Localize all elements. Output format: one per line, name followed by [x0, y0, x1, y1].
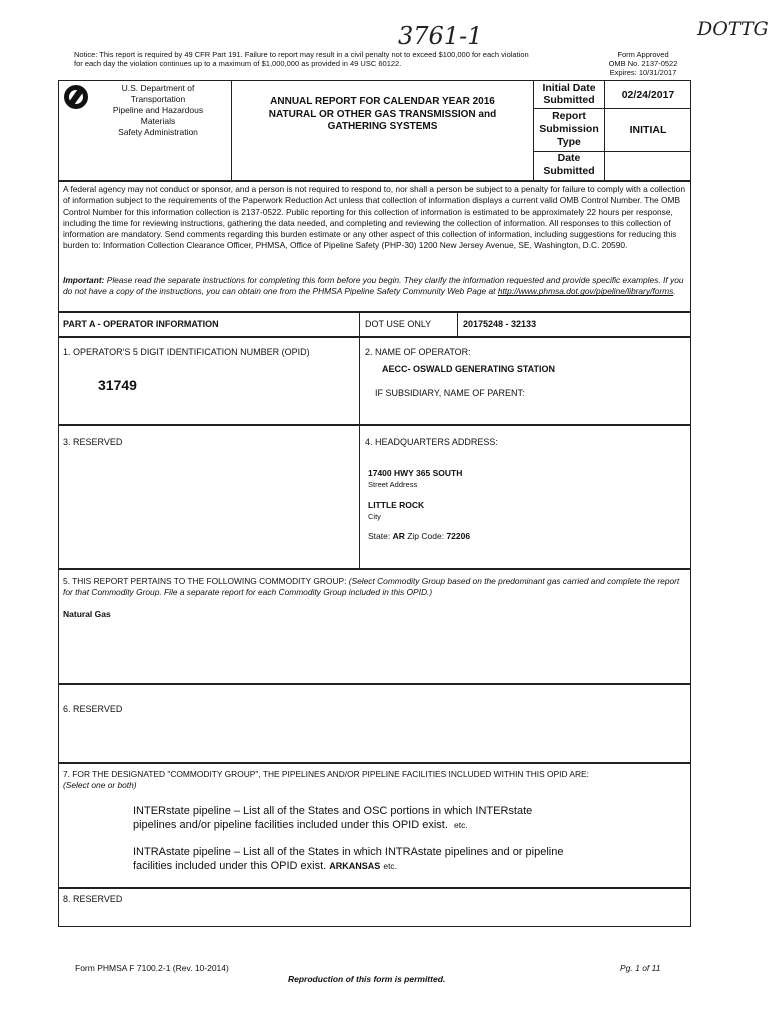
q5-question [63, 576, 685, 599]
dot-use-only-value: 20175248 - 32133 [463, 319, 537, 329]
handwritten-document-number: 3761-1 [398, 22, 483, 50]
important-label: Important: [63, 275, 105, 285]
q6-label: 6. RESERVED [63, 704, 123, 714]
q8-label: 8. RESERVED [63, 894, 123, 904]
agency-name [88, 83, 228, 138]
intrastate-option[interactable] [133, 845, 653, 873]
paperwork-notice: A federal agency may not conduct or sponsor, and a person is not required to respond to, nor shall a person be subject to a penalty for failure to comply with a collection of information subject to the requirements of the Paperwork Reduction Act unless that collection of information displays a current valid OMB Control Number. The OMB Control Number for this information collection is 2137-0522. Public reporting for this collection of information is estimated to be approximately 22 hours per response, including the time for reviewing instructions, gathering the data needed, and completing and reviewing the collection of information. All responses to this collection of information are mandatory. Send comments regarding this burden estimate or any other aspect of this collection of information, including suggestions for reducing this burden to: Information Collection Clearance Officer, PHMSA, Office of Pipeline Safety (PHP-30) 1200 New Jersey Avenue, SE, Washington, D.C. 20590. [63, 184, 685, 251]
important-text: Please read the separate instructions for completing this form before you begin. They clarify the information requested and provide specific examples. If you do not have a copy of the instructions, you can obtain one from the PHMSA Pipeline Safety Community Web Page at [63, 275, 684, 297]
page-number: Pg. 1 of 11 [620, 963, 661, 973]
q7-question [63, 769, 685, 792]
initial-date-value: 02/24/2017 [621, 89, 675, 101]
part-a-divider-2 [457, 312, 458, 337]
street-address-value: 17400 HWY 365 SOUTH [368, 468, 463, 478]
intrastate-states-value: ARKANSAS [329, 861, 381, 871]
state-value: AR [392, 531, 405, 541]
form-approval-omb: OMB No. 2137-0522 [608, 59, 678, 68]
report-title-line-2: NATURAL OR OTHER GAS TRANSMISSION and [268, 108, 497, 120]
opid-value: 31749 [98, 377, 137, 393]
city-caption: City [368, 512, 381, 521]
operator-name-value: AECC- OSWALD GENERATING STATION [382, 364, 555, 374]
important-note [63, 275, 685, 298]
intrastate-line-2: facilities included under this OPID exist. [133, 860, 327, 872]
q6-block [58, 684, 691, 763]
notice-line-2: for each day the violation continues up to a maximum of $1,000,000 as provided in 49 USC 60122. [74, 59, 402, 68]
agency-line-4: Materials [140, 116, 176, 126]
q7-instruction: (Select one or both) [63, 780, 137, 791]
agency-line-1: U.S. Department of [121, 83, 195, 93]
notice-text [74, 50, 594, 68]
q8-block [58, 888, 691, 927]
q2-label: 2. NAME OF OPERATOR: [365, 347, 471, 357]
commodity-group-value: Natural Gas [63, 609, 111, 619]
parent-name-label: IF SUBSIDIARY, NAME OF PARENT: [375, 388, 525, 398]
intrastate-etc: etc. [383, 861, 398, 871]
initial-date-label: Initial Date Submitted [542, 82, 596, 106]
interstate-option[interactable] [133, 804, 653, 832]
street-address-caption: Street Address [368, 480, 418, 489]
important-end: . [673, 286, 676, 297]
reproduction-notice: Reproduction of this form is permitted. [288, 974, 446, 984]
agency-line-5: Safety Administration [118, 127, 198, 137]
interstate-line-2: pipelines and/or pipeline facilities included under this OPID exist. [133, 819, 448, 831]
city-value: LITTLE ROCK [368, 500, 425, 510]
form-number: Form PHMSA F 7100.2-1 (Rev. 10-2014) [75, 963, 229, 973]
header-hline-1 [533, 108, 691, 109]
form-approval [603, 50, 683, 77]
q1-q2-divider [359, 337, 360, 425]
intrastate-line-1: INTRAstate pipeline – List all of the States in which INTRAstate pipelines and or pipeline [133, 846, 564, 858]
dot-seal-logo [64, 85, 88, 109]
dot-use-only-label: DOT USE ONLY [365, 319, 432, 329]
state-label: State: [368, 531, 393, 541]
q5-label: 5. THIS REPORT PERTAINS TO THE FOLLOWING COMMODITY GROUP: [63, 576, 349, 586]
report-title-line-1: ANNUAL REPORT FOR CALENDAR YEAR 2016 [270, 96, 495, 107]
report-title [232, 96, 533, 134]
form-approval-expires: Expires: 10/31/2017 [609, 68, 677, 77]
report-title-line-3: GATHERING SYSTEMS [327, 121, 438, 132]
agency-line-3: Pipeline and Hazardous [112, 105, 204, 115]
handwritten-corner-code: DOTTG [697, 18, 769, 40]
notice-line-1: Notice: This report is required by 49 CFR Part 191. Failure to report may result in a civil penalty not to exceed $100,000 for each violation [74, 50, 529, 59]
q4-label: 4. HEADQUARTERS ADDRESS: [365, 437, 498, 447]
forms-link[interactable]: http://www.phmsa.dot.gov/pipeline/library/forms [497, 286, 674, 297]
report-type-label: Report Submission Type [539, 110, 599, 148]
agency-line-2: Transportation [130, 94, 186, 104]
zip-label: Zip Code: [404, 531, 447, 541]
state-zip [368, 531, 470, 541]
part-a-divider-1 [359, 312, 360, 337]
q7-label: 7. FOR THE DESIGNATED "COMMODITY GROUP", THE PIPELINES AND/OR PIPELINE FACILITIES INCLUDED WITHIN THIS OPID ARE: [63, 769, 589, 779]
report-type-value: INITIAL [629, 124, 667, 136]
form-approval-line-1: Form Approved [617, 50, 669, 59]
q3-label: 3. RESERVED [63, 437, 123, 447]
q5-instruction: (Select Commodity Group based on the predominant gas carried and complete the report for that Commodity Group. File a separate report for each Commodity Group included in this OPID.) [63, 576, 680, 598]
interstate-states-value: etc. [454, 820, 468, 830]
q3-q4-divider [359, 425, 360, 569]
interstate-line-1: INTERstate pipeline – List all of the States and OSC portions in which INTERstate [133, 805, 533, 817]
zip-value: 72206 [446, 531, 471, 541]
date-submitted-label: Date Submitted [543, 152, 595, 177]
part-a-title: PART A - OPERATOR INFORMATION [63, 319, 219, 329]
q1-label: 1. OPERATOR'S 5 DIGIT IDENTIFICATION NUMBER (OPID) [63, 347, 310, 357]
